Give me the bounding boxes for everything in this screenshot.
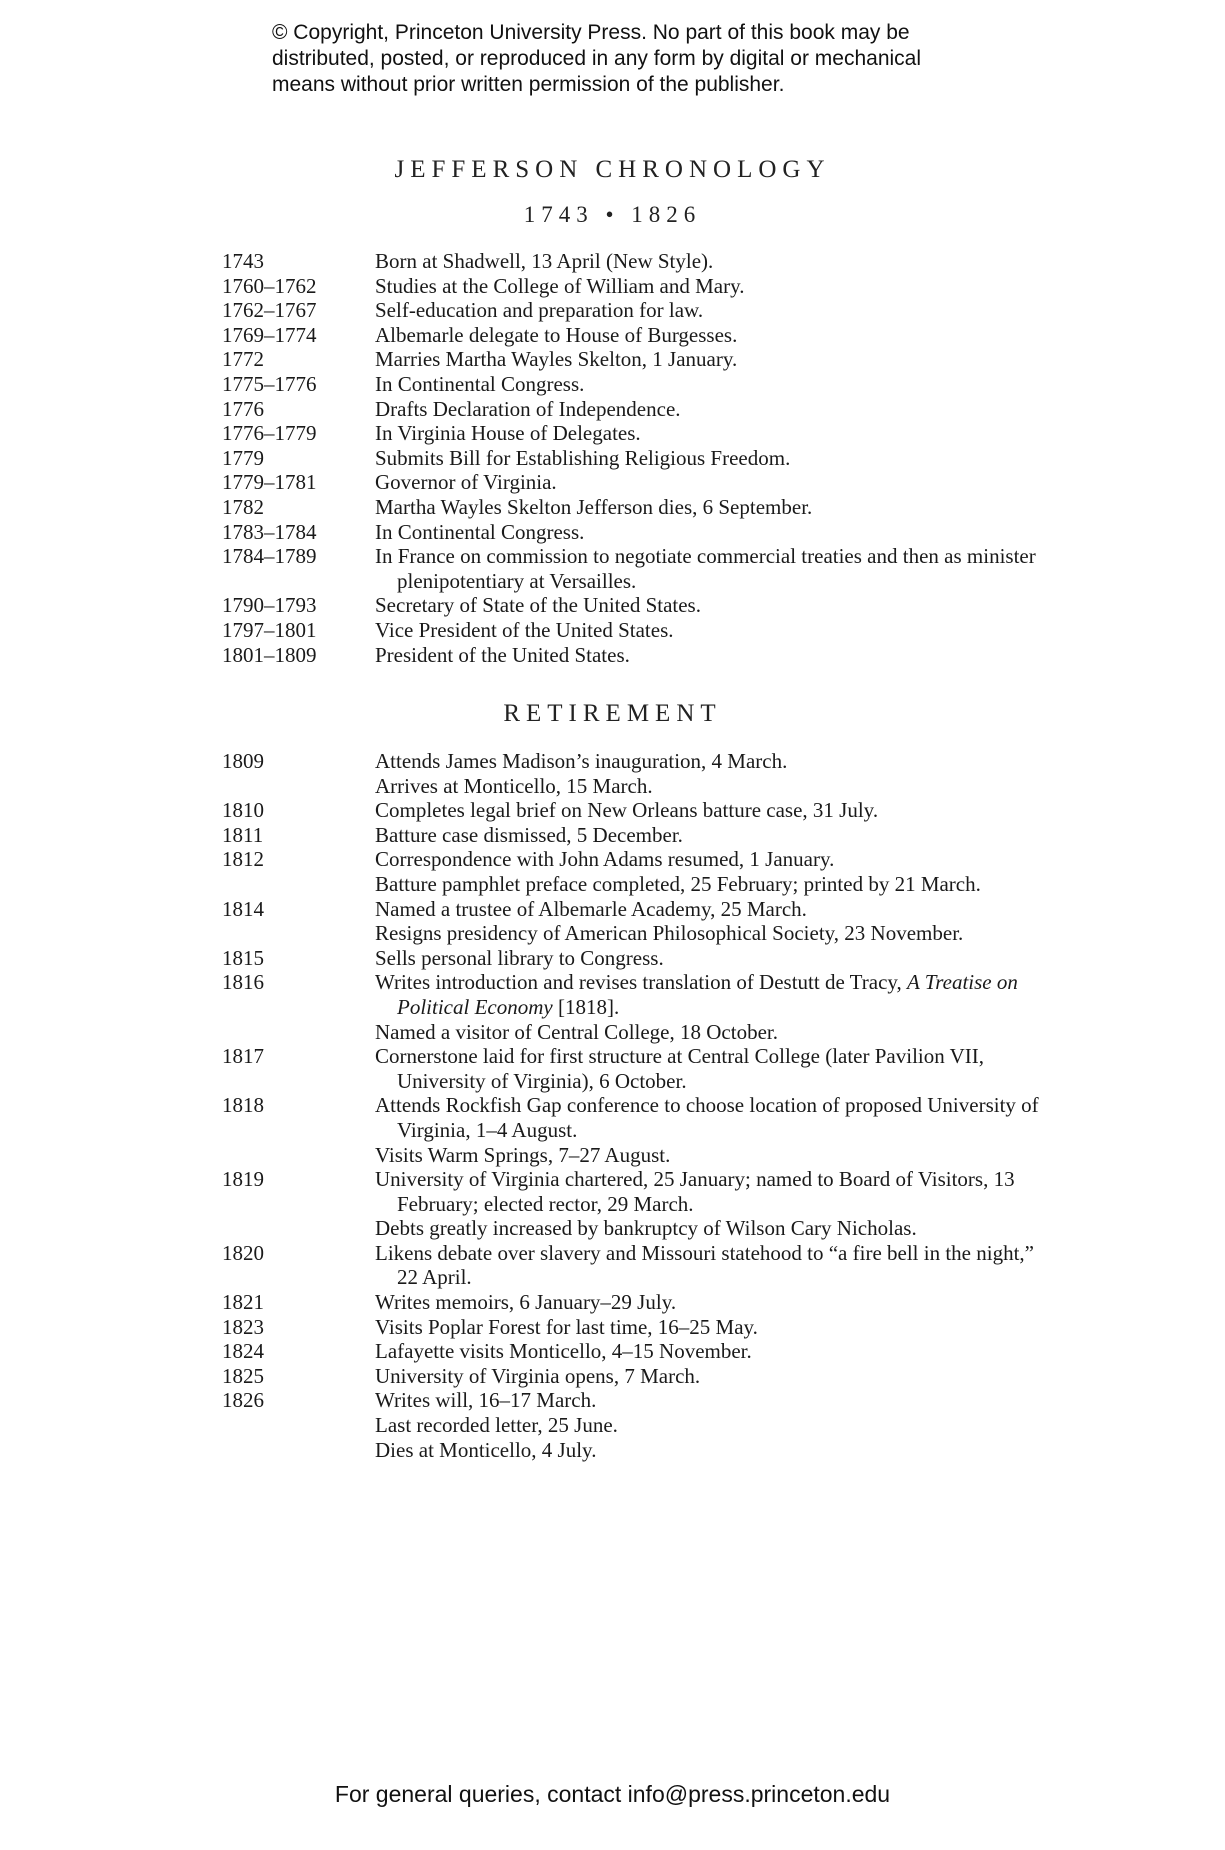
book-title: A Treatise on Political Economy — [397, 970, 1018, 1019]
entry-year: 1790–1793 — [222, 593, 317, 618]
entry-event: Writes will, 16–17 March. — [375, 1388, 597, 1413]
entry-year: 1775–1776 — [222, 371, 317, 396]
retirement-entry — [222, 1413, 1042, 1438]
chronology-entry — [222, 643, 1042, 668]
entry-year: 1818 — [222, 1093, 264, 1118]
entry-event: In France on commission to negotiate commercial treaties and then as minister plenipotentiary at Versailles. — [375, 544, 1036, 593]
chronology-entry — [222, 495, 1042, 520]
entry-event: Albemarle delegate to House of Burgesses. — [375, 322, 738, 347]
entry-year: 1769–1774 — [222, 322, 317, 347]
entry-year: 1784–1789 — [222, 544, 317, 569]
entry-event: Marries Martha Wayles Skelton, 1 January. — [375, 347, 738, 372]
entry-year: 1772 — [222, 347, 264, 372]
entry-year: 1809 — [222, 749, 264, 773]
retirement-entry — [222, 1290, 1042, 1315]
entry-event: In Continental Congress. — [375, 519, 585, 544]
page-title: JEFFERSON CHRONOLOGY — [394, 156, 831, 183]
retirement-entry — [222, 946, 1042, 971]
entry-event: Self-education and preparation for law. — [375, 298, 704, 323]
entry-year: 1816 — [222, 970, 264, 995]
entry-event: Vice President of the United States. — [375, 617, 674, 642]
entry-event: Batture case dismissed, 5 December. — [375, 822, 683, 847]
retirement-entry — [222, 1167, 1042, 1216]
entry-year: 1762–1767 — [222, 298, 317, 323]
retirement-entry — [222, 774, 1042, 799]
entry-event: Resigns presidency of American Philosophical Society, 23 November. — [375, 921, 964, 946]
entry-event: Named a trustee of Albemarle Academy, 25 March. — [375, 896, 807, 921]
entry-year: 1776–1779 — [222, 421, 317, 446]
retirement-heading: RETIREMENT — [503, 700, 722, 727]
chronology-entry — [222, 347, 1042, 372]
entry-event: Last recorded letter, 25 June. — [375, 1413, 618, 1438]
entry-year: 1823 — [222, 1314, 264, 1339]
entry-year: 1811 — [222, 822, 264, 847]
retirement-entry — [222, 1438, 1042, 1463]
entry-year — [222, 1413, 375, 1438]
entry-event: University of Virginia chartered, 25 January; named to Board of Visitors, 13 February; elected rector, 29 March. — [375, 1167, 1015, 1216]
copyright-notice: © Copyright, Princeton University Press. No part of this book may be distributed, posted, or reproduced in any form by digital or mechanical means without prior written permission of the publisher. — [272, 21, 922, 96]
entry-event: Governor of Virginia. — [375, 470, 557, 495]
retirement-entry — [222, 823, 1042, 848]
entry-event: Completes legal brief on New Orleans batture case, 31 July. — [375, 798, 879, 823]
entry-year: 1782 — [222, 494, 264, 519]
retirement-list — [222, 749, 1042, 1462]
retirement-entry — [222, 749, 1042, 774]
retirement-entry — [222, 1020, 1042, 1045]
entry-year — [222, 774, 375, 799]
entry-event: Writes memoirs, 6 January–29 July. — [375, 1290, 677, 1315]
entry-year — [222, 872, 375, 897]
entry-year — [222, 1438, 375, 1463]
chronology-entry — [222, 397, 1042, 422]
retirement-entry — [222, 872, 1042, 897]
entry-event: Sells personal library to Congress. — [375, 945, 664, 970]
entry-event: Visits Poplar Forest for last time, 16–25 May. — [375, 1314, 758, 1339]
retirement-entry — [222, 921, 1042, 946]
entry-year: 1760–1762 — [222, 273, 317, 298]
entry-event: Likens debate over slavery and Missouri statehood to “a fire bell in the night,” 22 April. — [375, 1240, 1034, 1290]
entry-event: Cornerstone laid for first structure at Central College (later Pavilion VII, University of Virginia), 6 October. — [375, 1044, 985, 1093]
entry-year: 1779 — [222, 445, 264, 470]
retirement-entry — [222, 1241, 1042, 1290]
entry-event: Studies at the College of William and Mary. — [375, 273, 745, 298]
retirement-entry — [222, 1216, 1042, 1241]
entry-event: Drafts Declaration of Independence. — [375, 396, 681, 421]
retirement-entry — [222, 847, 1042, 872]
retirement-entry — [222, 1388, 1042, 1413]
chronology-entry — [222, 298, 1042, 323]
retirement-entry — [222, 970, 1042, 1019]
chronology-entry — [222, 421, 1042, 446]
entry-event: Named a visitor of Central College, 18 October. — [375, 1019, 778, 1044]
entry-event: Born at Shadwell, 13 April (New Style). — [375, 249, 714, 273]
entry-event: Arrives at Monticello, 15 March. — [375, 773, 653, 798]
retirement-entry — [222, 1093, 1042, 1142]
entry-year: 1826 — [222, 1388, 264, 1413]
retirement-entry — [222, 1044, 1042, 1093]
page-subtitle: 1743 • 1826 — [523, 202, 702, 227]
chronology-list — [222, 249, 1042, 667]
entry-year: 1824 — [222, 1339, 264, 1364]
entry-event: Secretary of State of the United States. — [375, 593, 701, 618]
entry-year — [222, 1143, 375, 1168]
chronology-entry — [222, 372, 1042, 397]
entry-year: 1817 — [222, 1044, 264, 1069]
retirement-entry — [222, 798, 1042, 823]
retirement-entry — [222, 1315, 1042, 1340]
entry-year: 1783–1784 — [222, 519, 317, 544]
entry-year: 1819 — [222, 1167, 264, 1192]
entry-year: 1776 — [222, 396, 264, 421]
retirement-entry — [222, 1143, 1042, 1168]
entry-year: 1797–1801 — [222, 617, 317, 642]
entry-year: 1814 — [222, 896, 264, 921]
entry-year: 1801–1809 — [222, 642, 317, 667]
retirement-entry — [222, 1339, 1042, 1364]
chronology-entry — [222, 274, 1042, 299]
entry-event: Correspondence with John Adams resumed, 1 January. — [375, 847, 835, 872]
chronology-entry — [222, 618, 1042, 643]
entry-event: Dies at Monticello, 4 July. — [375, 1437, 597, 1462]
entry-year: 1779–1781 — [222, 470, 317, 495]
chronology-entry — [222, 470, 1042, 495]
entry-year: 1815 — [222, 945, 264, 970]
entry-event: Visits Warm Springs, 7–27 August. — [375, 1142, 671, 1167]
retirement-entry — [222, 897, 1042, 922]
entry-year — [222, 921, 375, 946]
entry-event: University of Virginia opens, 7 March. — [375, 1363, 701, 1388]
entry-event-text-end: [1818]. — [552, 994, 620, 1019]
entry-event: Martha Wayles Skelton Jefferson dies, 6 September. — [375, 494, 813, 519]
footer-contact: For general queries, contact info@press.princeton.edu — [334, 1781, 891, 1807]
chronology-entry — [222, 544, 1042, 593]
entry-event: Debts greatly increased by bankruptcy of Wilson Cary Nicholas. — [375, 1216, 917, 1241]
entry-year: 1743 — [222, 249, 264, 273]
entry-year: 1812 — [222, 847, 264, 872]
entry-year: 1820 — [222, 1240, 264, 1265]
entry-year — [222, 1020, 375, 1045]
chronology-entry — [222, 446, 1042, 471]
entry-event: Submits Bill for Establishing Religious Freedom. — [375, 445, 791, 470]
entry-event: Lafayette visits Monticello, 4–15 November. — [375, 1339, 752, 1364]
entry-event: Attends James Madison’s inauguration, 4 March. — [375, 749, 788, 773]
retirement-entry — [222, 1364, 1042, 1389]
entry-event: President of the United States. — [375, 642, 630, 667]
chronology-entry — [222, 323, 1042, 348]
chronology-entry — [222, 520, 1042, 545]
entry-year — [222, 1216, 375, 1241]
chronology-entry — [222, 249, 1042, 274]
entry-event: In Continental Congress. — [375, 371, 585, 396]
entry-year: 1821 — [222, 1290, 264, 1315]
entry-event: In Virginia House of Delegates. — [375, 421, 641, 446]
entry-year: 1825 — [222, 1363, 264, 1388]
entry-event: Attends Rockfish Gap conference to choose location of proposed University of Virginia, 1–4 August. — [375, 1093, 1039, 1142]
chronology-entry — [222, 593, 1042, 618]
entry-event — [375, 970, 1042, 1019]
entry-event: Batture pamphlet preface completed, 25 February; printed by 21 March. — [375, 871, 981, 896]
entry-year: 1810 — [222, 798, 264, 823]
entry-event-text: Writes introduction and revises translation of Destutt de Tracy, — [375, 970, 908, 995]
